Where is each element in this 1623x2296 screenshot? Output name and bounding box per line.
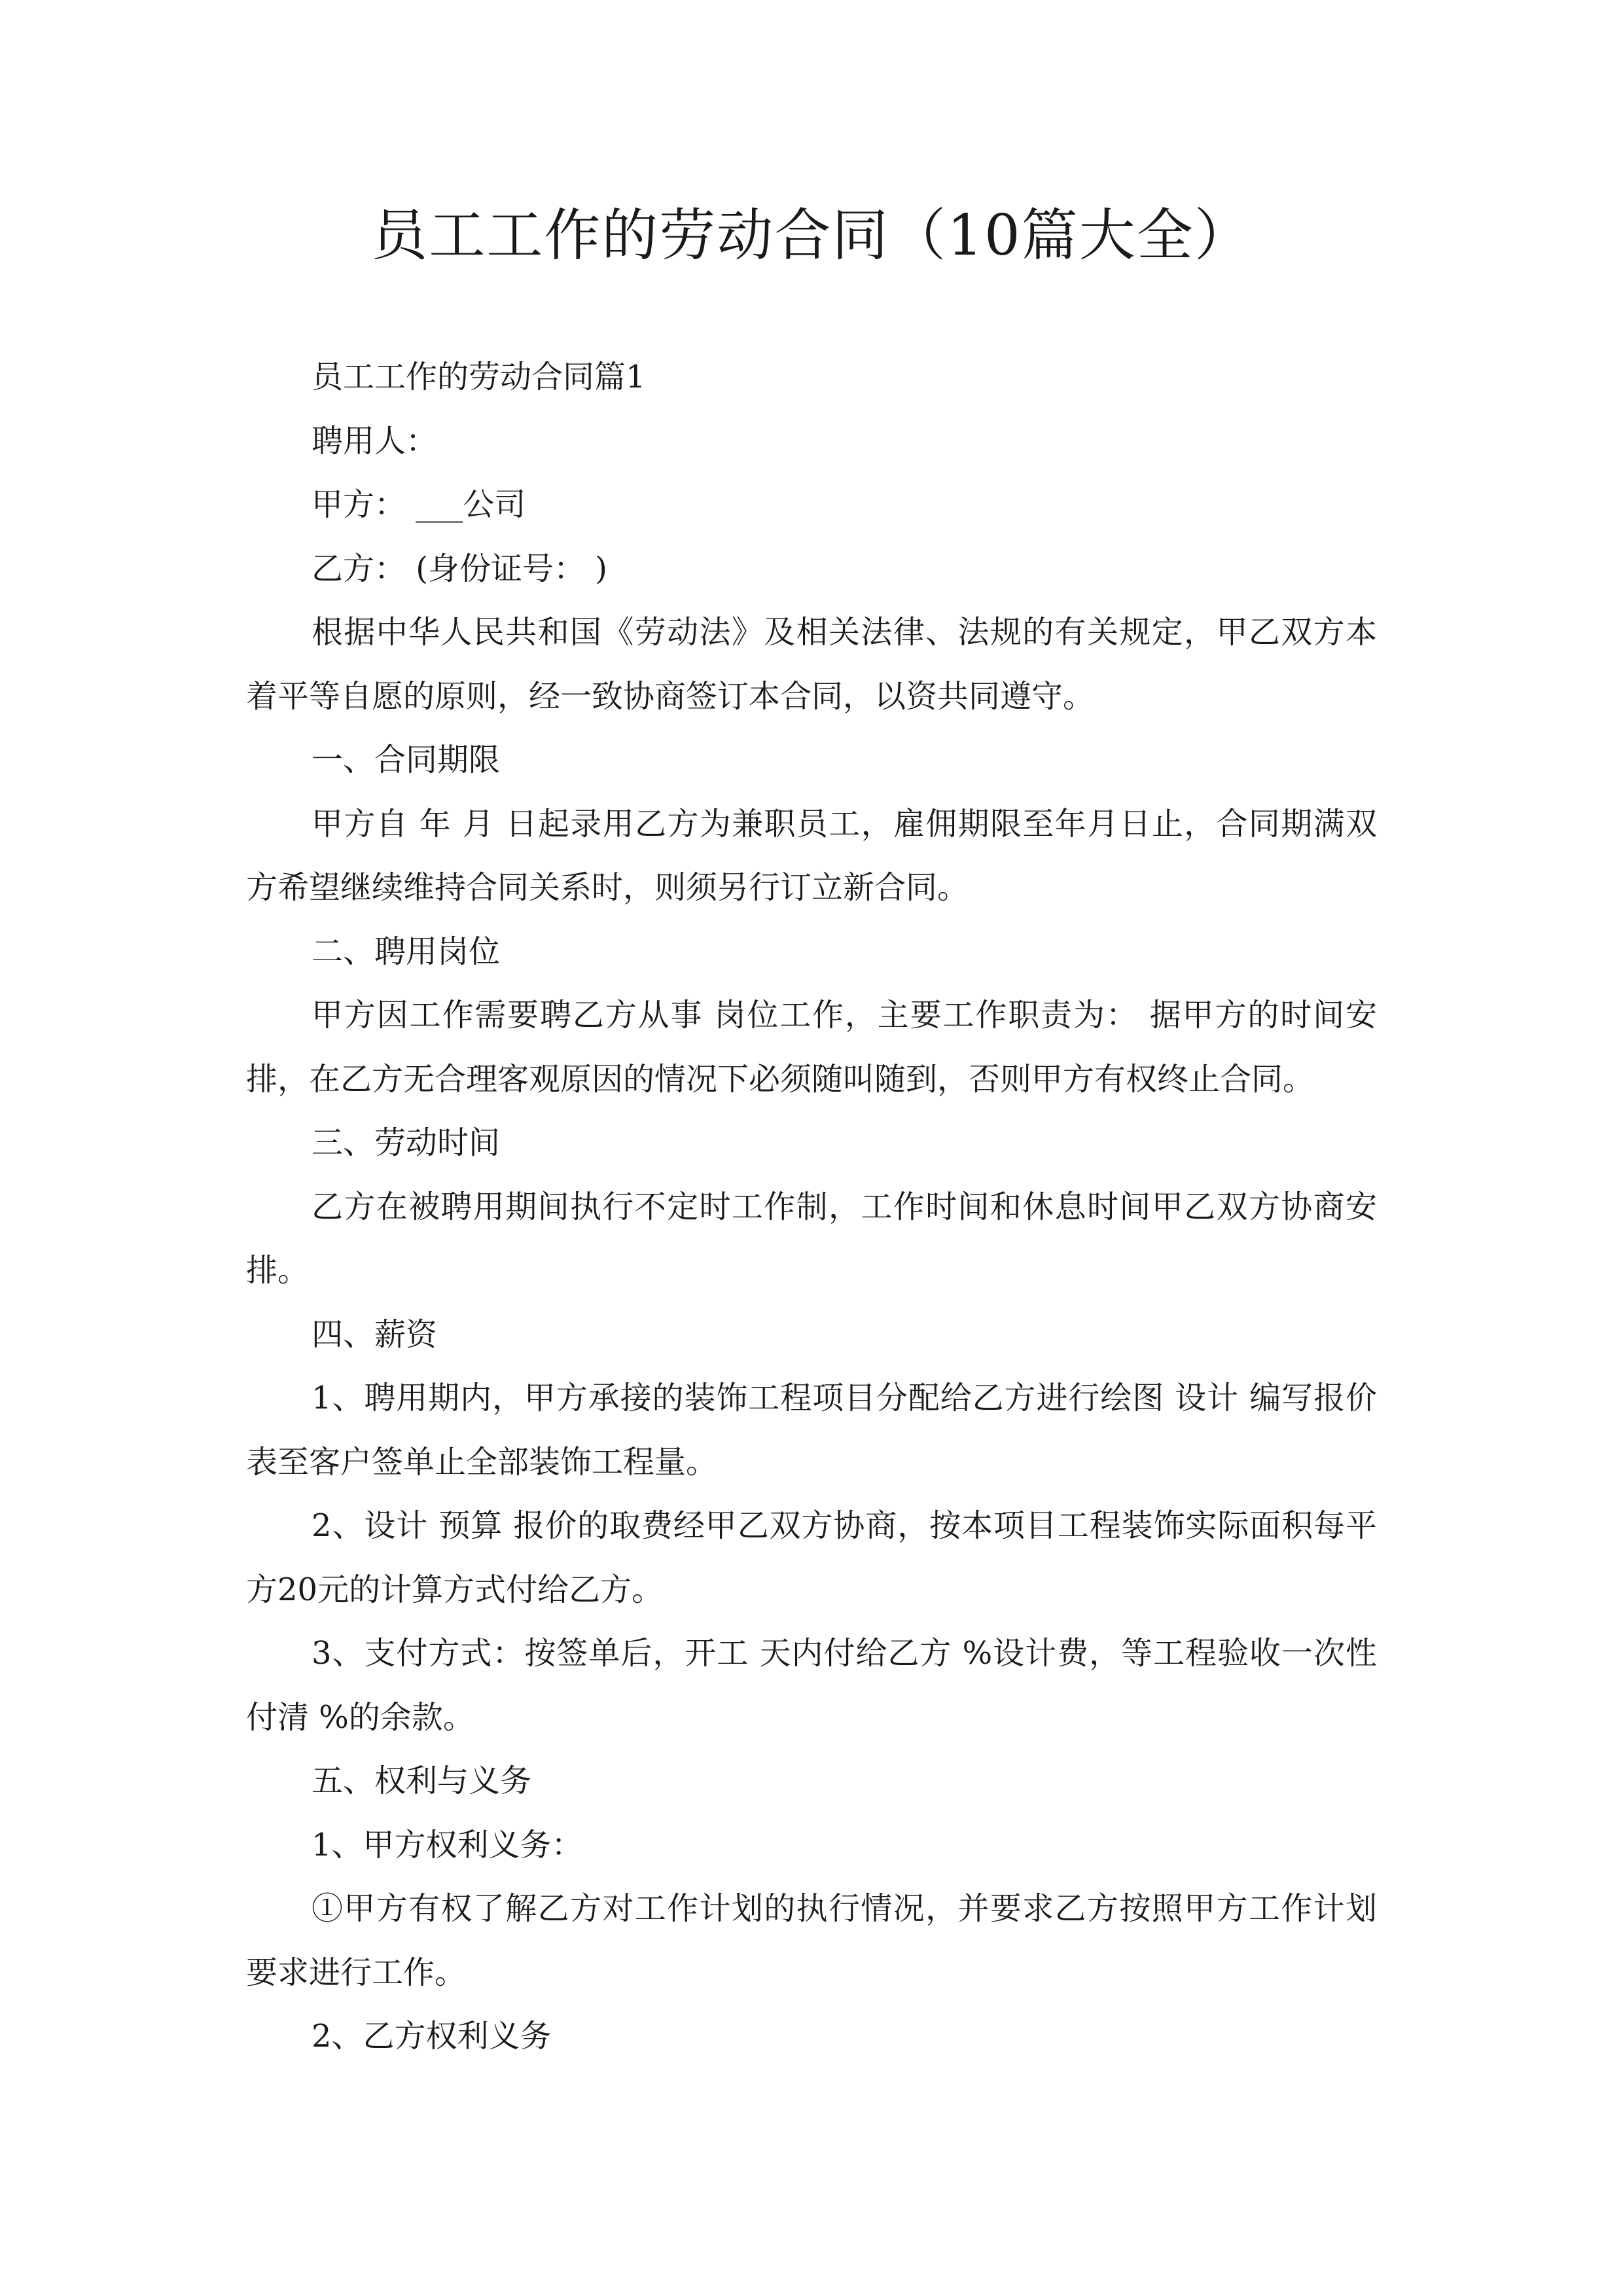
clause-paragraph: 1、聘用期内，甲方承接的装饰工程项目分配给乙方进行绘图 设计 编写报价表至客户签单止全部装饰工程量。 — [246, 1380, 1377, 1480]
clause-paragraph: ①甲方有权了解乙方对工作计划的执行情况，并要求乙方按照甲方工作计划要求进行工作。 — [246, 1890, 1377, 1991]
clause-paragraph: 甲方因工作需要聘乙方从事 岗位工作，主要工作职责为： 据甲方的时间安排，在乙方无合理客观原因的情况下必须随叫随到，否则甲方有权终止合同。 — [246, 997, 1377, 1098]
clause-subheading: 2、乙方权利义务 — [312, 2018, 552, 2054]
clause-heading: 二、聘用岗位 — [312, 933, 501, 970]
clause-heading: 四、薪资 — [312, 1316, 438, 1353]
section-heading: 员工工作的劳动合同篇1 — [312, 359, 646, 395]
party-b-line: 乙方： (身份证号： ) — [312, 550, 607, 587]
clause-heading: 三、劳动时间 — [312, 1124, 501, 1161]
clause-paragraph: 2、设计 预算 报价的取费经甲乙双方协商，按本项目工程装饰实际面积每平方20元的计算方式付给乙方。 — [246, 1507, 1377, 1608]
clause-paragraph: 3、支付方式：按签单后，开工 天内付给乙方 %设计费，等工程验收一次性付清 %的余款。 — [246, 1635, 1377, 1736]
document-body — [246, 346, 1377, 2069]
clause-subheading: 1、甲方权利义务： — [312, 1826, 583, 1863]
document-title: 员工工作的劳动合同（10篇大全） — [371, 203, 1252, 268]
employer-label: 聘用人： — [312, 422, 438, 459]
clause-paragraph: 乙方在被聘用期间执行不定时工作制，工作时间和休息时间甲乙双方协商安排。 — [246, 1188, 1377, 1289]
preamble-paragraph: 根据中华人民共和国《劳动法》及相关法律、法规的有关规定，甲乙双方本着平等自愿的原则，经一致协商签订本合同，以资共同遵守。 — [246, 614, 1377, 715]
clause-heading: 一、合同期限 — [312, 742, 501, 778]
clause-heading: 五、权利与义务 — [312, 1763, 532, 1799]
clause-paragraph: 甲方自 年 月 日起录用乙方为兼职员工，雇佣期限至年月日止，合同期满双方希望继续维持合同关系时，则须另行订立新合同。 — [246, 805, 1377, 906]
party-a-line: 甲方： ___公司 — [312, 486, 526, 523]
